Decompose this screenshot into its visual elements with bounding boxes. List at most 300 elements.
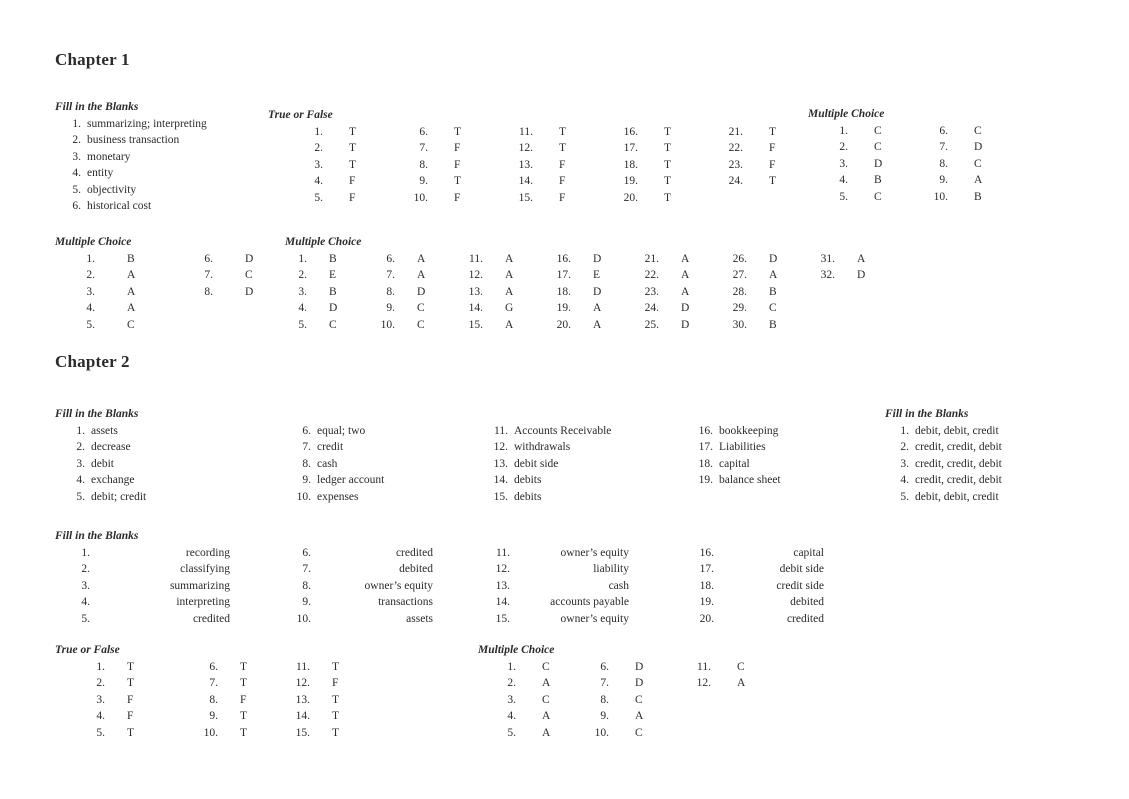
answer-number: 4.: [76, 474, 85, 487]
answer-number: 7.: [204, 269, 213, 282]
answer-item: [293, 423, 490, 439]
answer-number: 13.: [493, 457, 508, 470]
answer-item: [493, 545, 698, 561]
answer-number: 1.: [298, 253, 307, 265]
answer-value: F: [127, 710, 134, 723]
answer-column: [713, 124, 818, 190]
answer-value: credited: [786, 612, 824, 625]
answer-number: 12.: [518, 142, 533, 155]
answer-number: 15.: [495, 612, 510, 625]
answer-number: 3.: [839, 157, 848, 170]
answer-item: [55, 116, 207, 132]
answer-item: [373, 300, 461, 316]
answer-column: [581, 659, 683, 741]
answer-item: [373, 251, 461, 267]
answer-value: A: [635, 710, 644, 723]
answer-number: 10.: [594, 726, 609, 739]
answer-item: [725, 251, 813, 267]
answer-number: 5.: [86, 318, 95, 331]
answer-item: [695, 456, 781, 472]
answer-number: 19.: [623, 175, 638, 188]
answer-item: [549, 267, 637, 283]
answer-item: [581, 659, 683, 675]
answer-item: [885, 423, 1002, 439]
answer-column: [637, 251, 725, 333]
answer-value: assets: [91, 425, 118, 437]
ch1-multiple-choice-wide-section: [285, 235, 901, 333]
answer-value: F: [559, 175, 566, 188]
answer-number: 4.: [72, 167, 81, 180]
answer-column: [55, 116, 207, 214]
answer-number: 4.: [86, 302, 95, 315]
answer-number: 1.: [96, 661, 105, 673]
answer-item: [490, 423, 695, 439]
answer-column: [490, 423, 695, 505]
answer-item: [67, 251, 185, 267]
ch1-true-false-section: [268, 108, 818, 206]
answer-value: cash: [608, 579, 629, 592]
answer-number: 28.: [732, 285, 747, 298]
answer-value: T: [664, 191, 672, 204]
answer-value: B: [329, 285, 337, 298]
answer-number: 7.: [209, 677, 218, 690]
answer-number: 12.: [495, 563, 510, 576]
answer-item: [190, 708, 282, 724]
answer-item: [295, 594, 493, 610]
answer-item: [713, 173, 818, 189]
answer-number: 23.: [728, 158, 743, 171]
answer-item: [398, 157, 503, 173]
answer-value: A: [593, 302, 602, 315]
answer-value: T: [127, 677, 135, 690]
answer-value: F: [454, 158, 461, 171]
answer-number: 20.: [556, 318, 571, 331]
answer-value: C: [874, 141, 882, 154]
ch2-fill-in-blanks-right-heading: Fill in the Blanks: [885, 408, 969, 420]
answer-item: [461, 251, 549, 267]
ch2-fill-in-blanks-first-answers: [55, 423, 781, 505]
answer-value: D: [329, 302, 338, 315]
answer-value: T: [240, 726, 248, 739]
answer-item: [813, 251, 901, 267]
answer-value: liability: [593, 563, 629, 576]
answer-value: A: [127, 269, 136, 282]
ch2-fill-in-blanks-second-heading: Fill in the Blanks: [55, 530, 139, 542]
answer-value: T: [559, 126, 567, 138]
answer-value: F: [454, 191, 461, 204]
answer-value: transactions: [378, 596, 433, 609]
answer-value: credit, credit, debit: [915, 474, 1002, 487]
answer-value: D: [769, 253, 778, 265]
answer-number: 5.: [72, 183, 81, 196]
answer-number: 10.: [203, 726, 218, 739]
answer-item: [293, 140, 398, 156]
answer-item: [581, 692, 683, 708]
answer-value: T: [332, 661, 340, 673]
answer-value: Liabilities: [719, 441, 766, 454]
answer-value: bookkeeping: [719, 425, 779, 437]
answer-value: objectivity: [87, 183, 137, 196]
answer-value: credit side: [776, 579, 824, 592]
answer-number: 30.: [732, 318, 747, 331]
answer-number: 24.: [728, 175, 743, 188]
answer-column: [695, 423, 781, 489]
answer-value: exchange: [91, 474, 135, 487]
answer-item: [608, 124, 713, 140]
answer-item: [713, 124, 818, 140]
answer-number: 8.: [302, 457, 311, 470]
answer-number: 15.: [518, 191, 533, 204]
answer-value: B: [769, 285, 777, 298]
answer-value: T: [332, 693, 340, 706]
ch1-fill-in-blanks-section: [55, 100, 207, 214]
answer-item: [282, 692, 339, 708]
answer-column: [398, 124, 503, 206]
answer-number: 17.: [699, 563, 714, 576]
answer-number: 2.: [298, 269, 307, 282]
answer-item: [373, 317, 461, 333]
answer-value: B: [974, 190, 982, 203]
answer-value: owner’s equity: [364, 579, 433, 592]
answer-number: 7.: [419, 142, 428, 155]
answer-item: [293, 190, 398, 206]
answer-number: 18.: [698, 457, 713, 470]
ch1-multiple-choice-wide-heading: Multiple Choice: [285, 236, 362, 248]
answer-number: 3.: [900, 457, 909, 470]
answer-number: 1.: [507, 661, 516, 673]
answer-item: [488, 725, 581, 741]
answer-number: 15.: [468, 318, 483, 331]
answer-item: [820, 172, 920, 188]
answer-number: 15.: [295, 726, 310, 739]
answer-value: debits: [514, 474, 542, 487]
answer-value: F: [559, 158, 566, 171]
answer-item: [55, 472, 293, 488]
answer-item: [885, 456, 1002, 472]
answer-value: T: [559, 142, 567, 155]
answer-item: [293, 124, 398, 140]
answer-number: 24.: [644, 302, 659, 315]
answer-value: debited: [790, 596, 824, 609]
answer-value: D: [681, 302, 690, 315]
answer-value: D: [593, 253, 602, 265]
answer-item: [493, 611, 698, 627]
answer-item: [67, 300, 185, 316]
answer-item: [493, 578, 698, 594]
answer-column: [725, 251, 813, 333]
answer-item: [398, 140, 503, 156]
answer-column: [920, 123, 1020, 205]
answer-number: 9.: [939, 174, 948, 187]
answer-number: 2.: [839, 141, 848, 154]
answer-value: debit side: [779, 563, 824, 576]
answer-number: 6.: [302, 547, 311, 559]
answer-item: [725, 267, 813, 283]
answer-column: [608, 124, 713, 206]
answer-item: [725, 284, 813, 300]
ch2-multiple-choice-answers: [478, 659, 745, 741]
answer-item: [55, 561, 295, 577]
answer-value: historical cost: [87, 200, 152, 213]
answer-number: 7.: [386, 269, 395, 282]
ch1-multiple-choice-left-answers: [55, 251, 303, 333]
answer-item: [295, 545, 493, 561]
answer-value: T: [454, 126, 462, 138]
answer-value: D: [417, 285, 426, 298]
answer-value: T: [332, 726, 340, 739]
answer-column: [282, 659, 339, 741]
answer-value: C: [542, 693, 550, 706]
answer-value: classifying: [180, 563, 230, 576]
answer-number: 11.: [697, 661, 711, 673]
answer-value: A: [542, 726, 551, 739]
answer-number: 12.: [468, 269, 483, 282]
answer-value: debit: [91, 457, 114, 470]
answer-item: [490, 472, 695, 488]
answer-item: [285, 300, 373, 316]
answer-item: [55, 611, 295, 627]
answer-value: capital: [793, 547, 824, 559]
answer-value: T: [454, 175, 462, 188]
answer-value: T: [664, 126, 672, 138]
answer-item: [55, 182, 207, 198]
answer-value: F: [559, 191, 566, 204]
answer-number: 3.: [298, 285, 307, 298]
answer-column: [885, 423, 1002, 505]
answer-item: [490, 489, 695, 505]
answer-item: [285, 251, 373, 267]
answer-number: 9.: [386, 302, 395, 315]
answer-column: [683, 659, 745, 692]
answer-item: [490, 439, 695, 455]
answer-number: 4.: [314, 175, 323, 188]
answer-value: debits: [514, 490, 542, 503]
ch2-fill-in-blanks-first-section: [55, 407, 781, 505]
answer-number: 10.: [413, 191, 428, 204]
answer-number: 6.: [72, 200, 81, 213]
answer-item: [293, 157, 398, 173]
answer-number: 5.: [81, 612, 90, 625]
answer-number: 16.: [556, 253, 571, 265]
answer-item: [813, 267, 901, 283]
answer-value: T: [664, 158, 672, 171]
answer-item: [55, 594, 295, 610]
answer-item: [55, 456, 293, 472]
answer-item: [67, 284, 185, 300]
answer-number: 4.: [96, 710, 105, 723]
answer-value: C: [127, 318, 135, 331]
chapter-1-title: Chapter 1: [55, 50, 130, 69]
answer-number: 3.: [96, 693, 105, 706]
answer-value: B: [769, 318, 777, 331]
ch1-multiple-choice-left-heading: Multiple Choice: [55, 236, 132, 248]
answer-value: monetary: [87, 150, 131, 163]
answer-number: 2.: [76, 441, 85, 454]
answer-item: [55, 439, 293, 455]
answer-number: 31.: [820, 253, 835, 265]
answer-number: 18.: [699, 579, 714, 592]
answer-item: [725, 317, 813, 333]
answer-value: A: [857, 253, 866, 265]
answer-number: 11.: [496, 547, 510, 559]
answer-number: 6.: [419, 126, 428, 138]
answer-number: 8.: [209, 693, 218, 706]
answer-value: A: [417, 269, 426, 282]
answer-item: [637, 267, 725, 283]
answer-item: [77, 692, 190, 708]
answer-number: 9.: [209, 710, 218, 723]
answer-value: credited: [192, 612, 230, 625]
answer-item: [282, 659, 339, 675]
answer-item: [698, 611, 824, 627]
answer-value: B: [874, 174, 882, 187]
answer-item: [920, 156, 1020, 172]
answer-value: E: [329, 269, 337, 282]
answer-column: [373, 251, 461, 333]
answer-column: [190, 659, 282, 741]
answer-item: [885, 439, 1002, 455]
answer-number: 14.: [468, 302, 483, 315]
answer-number: 14.: [518, 175, 533, 188]
answer-value: summarizing: [169, 579, 230, 592]
answer-item: [490, 456, 695, 472]
answer-number: 3.: [507, 693, 516, 706]
answer-item: [55, 423, 293, 439]
answer-value: T: [769, 126, 777, 138]
answer-column: [488, 659, 581, 741]
answer-item: [293, 489, 490, 505]
answer-number: 1.: [900, 425, 909, 437]
answer-item: [488, 692, 581, 708]
answer-item: [608, 190, 713, 206]
answer-item: [820, 156, 920, 172]
answer-column: [67, 251, 185, 333]
answer-item: [549, 284, 637, 300]
answer-number: 2.: [314, 142, 323, 155]
answer-item: [190, 675, 282, 691]
answer-number: 13.: [295, 693, 310, 706]
answer-item: [77, 675, 190, 691]
answer-column: [820, 123, 920, 205]
answer-item: [683, 659, 745, 675]
answer-number: 3.: [81, 579, 90, 592]
answer-item: [637, 300, 725, 316]
answer-number: 7.: [600, 677, 609, 690]
answer-number: 1.: [81, 547, 90, 559]
answer-value: B: [127, 253, 135, 265]
answer-item: [608, 140, 713, 156]
answer-column: [293, 124, 398, 206]
answer-value: T: [664, 142, 672, 155]
answer-value: accounts payable: [550, 596, 629, 609]
answer-value: A: [681, 253, 690, 265]
answer-number: 17.: [556, 269, 571, 282]
answer-value: assets: [406, 612, 433, 625]
answer-column: [549, 251, 637, 333]
answer-item: [695, 423, 781, 439]
answer-item: [493, 561, 698, 577]
answer-item: [293, 456, 490, 472]
answer-value: A: [127, 302, 136, 315]
ch1-true-false-heading: True or False: [268, 109, 333, 121]
answer-number: 12.: [493, 441, 508, 454]
answer-item: [549, 300, 637, 316]
answer-number: 15.: [493, 490, 508, 503]
answer-value: A: [769, 269, 778, 282]
answer-number: 3.: [86, 285, 95, 298]
answer-item: [581, 708, 683, 724]
answer-item: [488, 675, 581, 691]
answer-value: A: [974, 174, 983, 187]
answer-item: [820, 139, 920, 155]
answer-value: summarizing; interpreting: [87, 118, 207, 130]
answer-item: [55, 489, 293, 505]
answer-item: [285, 284, 373, 300]
answer-number: 6.: [209, 661, 218, 673]
answer-column: [503, 124, 608, 206]
answer-item: [293, 439, 490, 455]
answer-value: debited: [399, 563, 433, 576]
answer-item: [713, 140, 818, 156]
answer-number: 2.: [900, 441, 909, 454]
answer-number: 6.: [204, 253, 213, 265]
ch2-multiple-choice-section: [478, 643, 745, 741]
answer-number: 17.: [623, 142, 638, 155]
answer-value: E: [593, 269, 601, 282]
answer-value: A: [542, 677, 551, 690]
answer-item: [920, 123, 1020, 139]
answer-value: T: [240, 710, 248, 723]
answer-value: A: [681, 285, 690, 298]
answer-column: [77, 659, 190, 741]
answer-value: D: [245, 285, 254, 298]
answer-item: [293, 472, 490, 488]
answer-column: [698, 545, 824, 627]
ch2-fill-in-blanks-second-answers: [55, 545, 824, 627]
answer-item: [398, 124, 503, 140]
answer-item: [285, 267, 373, 283]
answer-number: 6.: [386, 253, 395, 265]
answer-number: 5.: [96, 726, 105, 739]
answer-value: B: [329, 253, 337, 265]
answer-number: 1.: [86, 253, 95, 265]
answer-value: C: [245, 269, 253, 282]
answer-number: 8.: [302, 579, 311, 592]
answer-number: 9.: [600, 710, 609, 723]
answer-item: [581, 725, 683, 741]
answer-number: 8.: [939, 157, 948, 170]
answer-item: [920, 139, 1020, 155]
answer-value: withdrawals: [514, 441, 571, 454]
answer-item: [461, 300, 549, 316]
answer-item: [282, 708, 339, 724]
answer-number: 1.: [72, 118, 81, 130]
answer-number: 22.: [644, 269, 659, 282]
answer-item: [398, 190, 503, 206]
answer-item: [55, 149, 207, 165]
answer-value: A: [127, 285, 136, 298]
answer-value: A: [681, 269, 690, 282]
answer-value: A: [505, 269, 514, 282]
answer-value: T: [332, 710, 340, 723]
ch2-fill-in-blanks-first-heading: Fill in the Blanks: [55, 408, 139, 420]
answer-item: [461, 267, 549, 283]
answer-item: [190, 692, 282, 708]
answer-number: 16.: [698, 425, 713, 437]
answer-item: [549, 251, 637, 267]
answer-value: credit, credit, debit: [915, 457, 1002, 470]
answer-number: 3.: [72, 150, 81, 163]
